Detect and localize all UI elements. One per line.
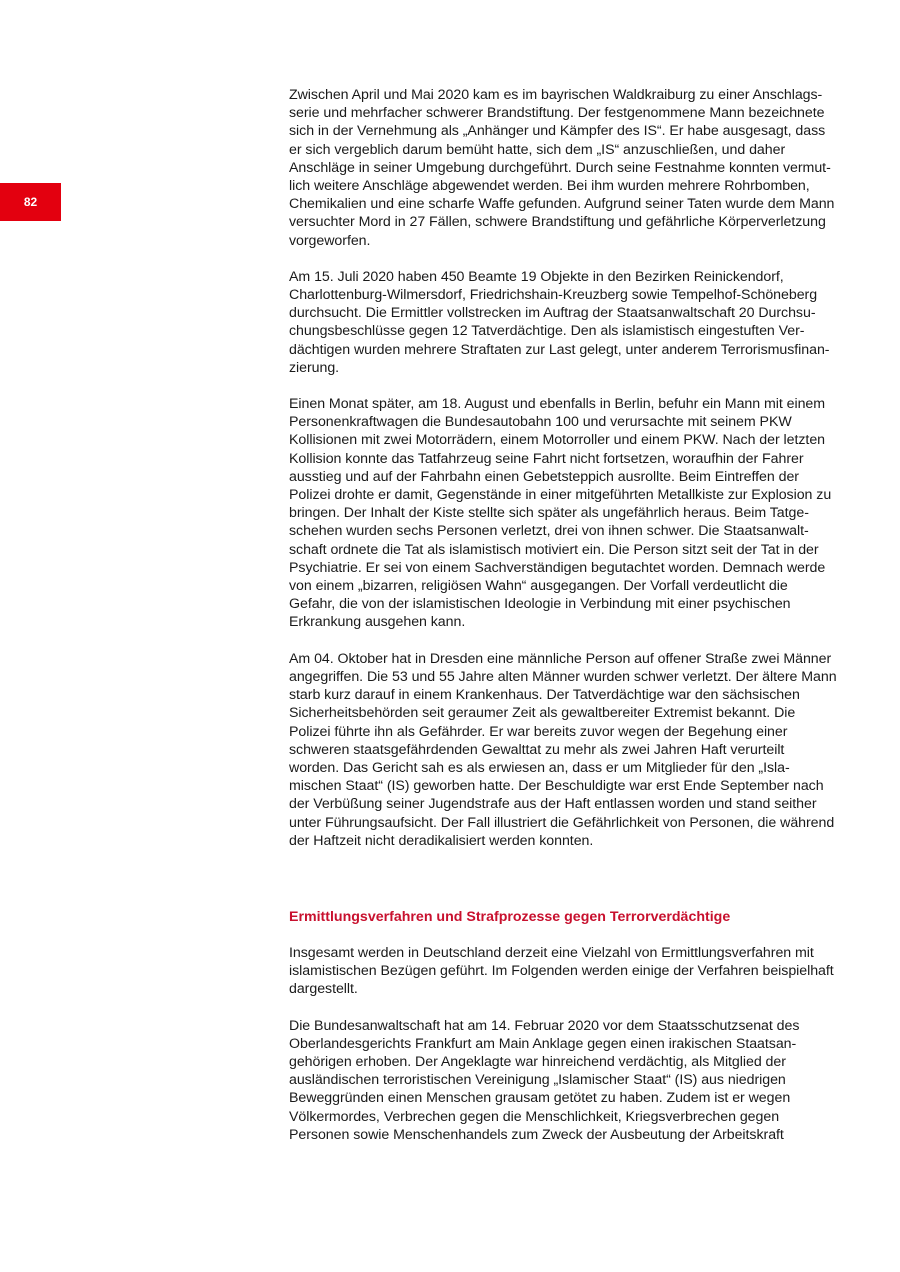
section-heading: Ermittlungsverfahren und Strafprozesse gegen Terrorverdächtige: [289, 908, 731, 925]
paragraph-federal-prosecutor: Die Bundesanwaltschaft hat am 14. Februar 2020 vor dem Staatsschutzsenat des Oberlandesgerichts Frankfurt am Main Anklage gegen einen irakischen Staatsangehörigen erhoben. Der Angeklagte war hinreichend verdächtig, als Mitglied der ausländischen terroristischen Vereinigung „Islamischer Staat“ (IS) aus niedrigen Beweggründen einen Menschen grausam getötet zu haben. Zudem ist er wegen Völkermordes, Verbrechen gegen die Menschlichkeit, Kriegsverbrechen gegen Personen sowie Menschenhandels zum Zweck der Ausbeutung der Arbeitskraft: [289, 1017, 800, 1143]
page-number: 82: [0, 183, 61, 221]
paragraph-berlin-raids: Am 15. Juli 2020 haben 450 Beamte 19 Objekte in den Bezirken Reinickendorf, Charlottenburg-Wilmersdorf, Friedrichshain-Kreuzberg sowie Tempelhof-Schöneberg durchsucht. Die Ermittler vollstrecken im Auftrag der Staatsanwaltschaft 20 Durchsuchungsbeschlüsse gegen 12 Tatverdächtige. Den als islamistisch eingestuften Verdächtigen wurden mehrere Straftaten zur Last gelegt, unter anderem Terrorismusfinanzierung.: [289, 268, 830, 376]
paragraph-investigations-intro: Insgesamt werden in Deutschland derzeit eine Vielzahl von Ermittlungsverfahren mit islamistischen Bezügen geführt. Im Folgenden werden einige der Verfahren beispielhaft dargestellt.: [289, 944, 834, 998]
body-text: [289, 86, 837, 1144]
paragraph-dresden-attack: Am 04. Oktober hat in Dresden eine männliche Person auf offener Straße zwei Männer angegriffen. Die 53 und 55 Jahre alten Männer wurden schwer verletzt. Der ältere Mann starb kurz darauf in einem Krankenhaus. Der Tatverdächtige war den sächsischen Sicherheitsbehörden seit geraumer Zeit als gewaltbereiter Extremist bekannt. Die Polizei führte ihn als Gefährder. Er war bereits zuvor wegen der Begehung einer schweren staatsgefährdenden Gewalttat zu mehr als zwei Jahren Haft verurteilt worden. Das Gericht sah es als erwiesen an, dass er um Mitglieder für den „Islamischen Staat“ (IS) geworben hatte. Der Beschuldigte war erst Ende September nach der Verbüßung seiner Jugendstrafe aus der Haft entlassen worden und stand seither unter Führungsaufsicht. Der Fall illustriert die Gefährlichkeit von Personen, die während der Haftzeit nicht deradikalisiert werden konnten.: [289, 650, 837, 849]
paragraph-autobahn-attack: Einen Monat später, am 18. August und ebenfalls in Berlin, befuhr ein Mann mit einem Personenkraftwagen die Bundesautobahn 100 und verursachte mit seinem PKW Kollisionen mit zwei Motorrädern, einem Motorroller und einem PKW. Nach der letzten Kollision konnte das Tatfahrzeug seine Fahrt nicht fortsetzen, woraufhin der Fahrer ausstieg und auf der Fahrbahn einen Gebetsteppich ausrollte. Beim Eintreffen der Polizei drohte er damit, Gegenstände in einer mitgeführten Metallkiste zur Explosion zu bringen. Der Inhalt der Kiste stellte sich später als ungefährlich heraus. Beim Tatgeschehen wurden sechs Personen verletzt, drei von ihnen schwer. Die Staatsanwaltschaft ordnete die Tat als islamistisch motiviert ein. Die Person sitzt seit der Tat in der Psychiatrie. Er sei von einem Sachverständigen begutachtet worden. Demnach werde von einem „bizarren, religiösen Wahn“ ausgegangen. Der Vorfall verdeutlicht die Gefahr, die von der islamistischen Ideologie in Verbindung mit einer psychischen Erkrankung ausgehen kann.: [289, 396, 832, 631]
paragraph-waldkraiburg: Zwischen April und Mai 2020 kam es im bayrischen Waldkraiburg zu einer Anschlagsserie und mehrfacher schwerer Brandstiftung. Der festgenommene Mann bezeichnete sich in der Vernehmung als „Anhänger und Kämpfer des IS“. Er habe ausgesagt, dass er sich vergeblich darum bemüht hatte, sich dem „IS“ anzuschließen, und daher Anschläge in seiner Umgebung durchgeführt. Durch seine Festnahme konnten vermutlich weitere Anschläge abgewendet werden. Bei ihm wurden mehrere Rohrbomben, Chemikalien und eine scharfe Waffe gefunden. Aufgrund seiner Taten wurde dem Mann versuchter Mord in 27 Fällen, schwere Brandstiftung und gefährliche Körperverletzung vorgeworfen.: [289, 87, 835, 249]
